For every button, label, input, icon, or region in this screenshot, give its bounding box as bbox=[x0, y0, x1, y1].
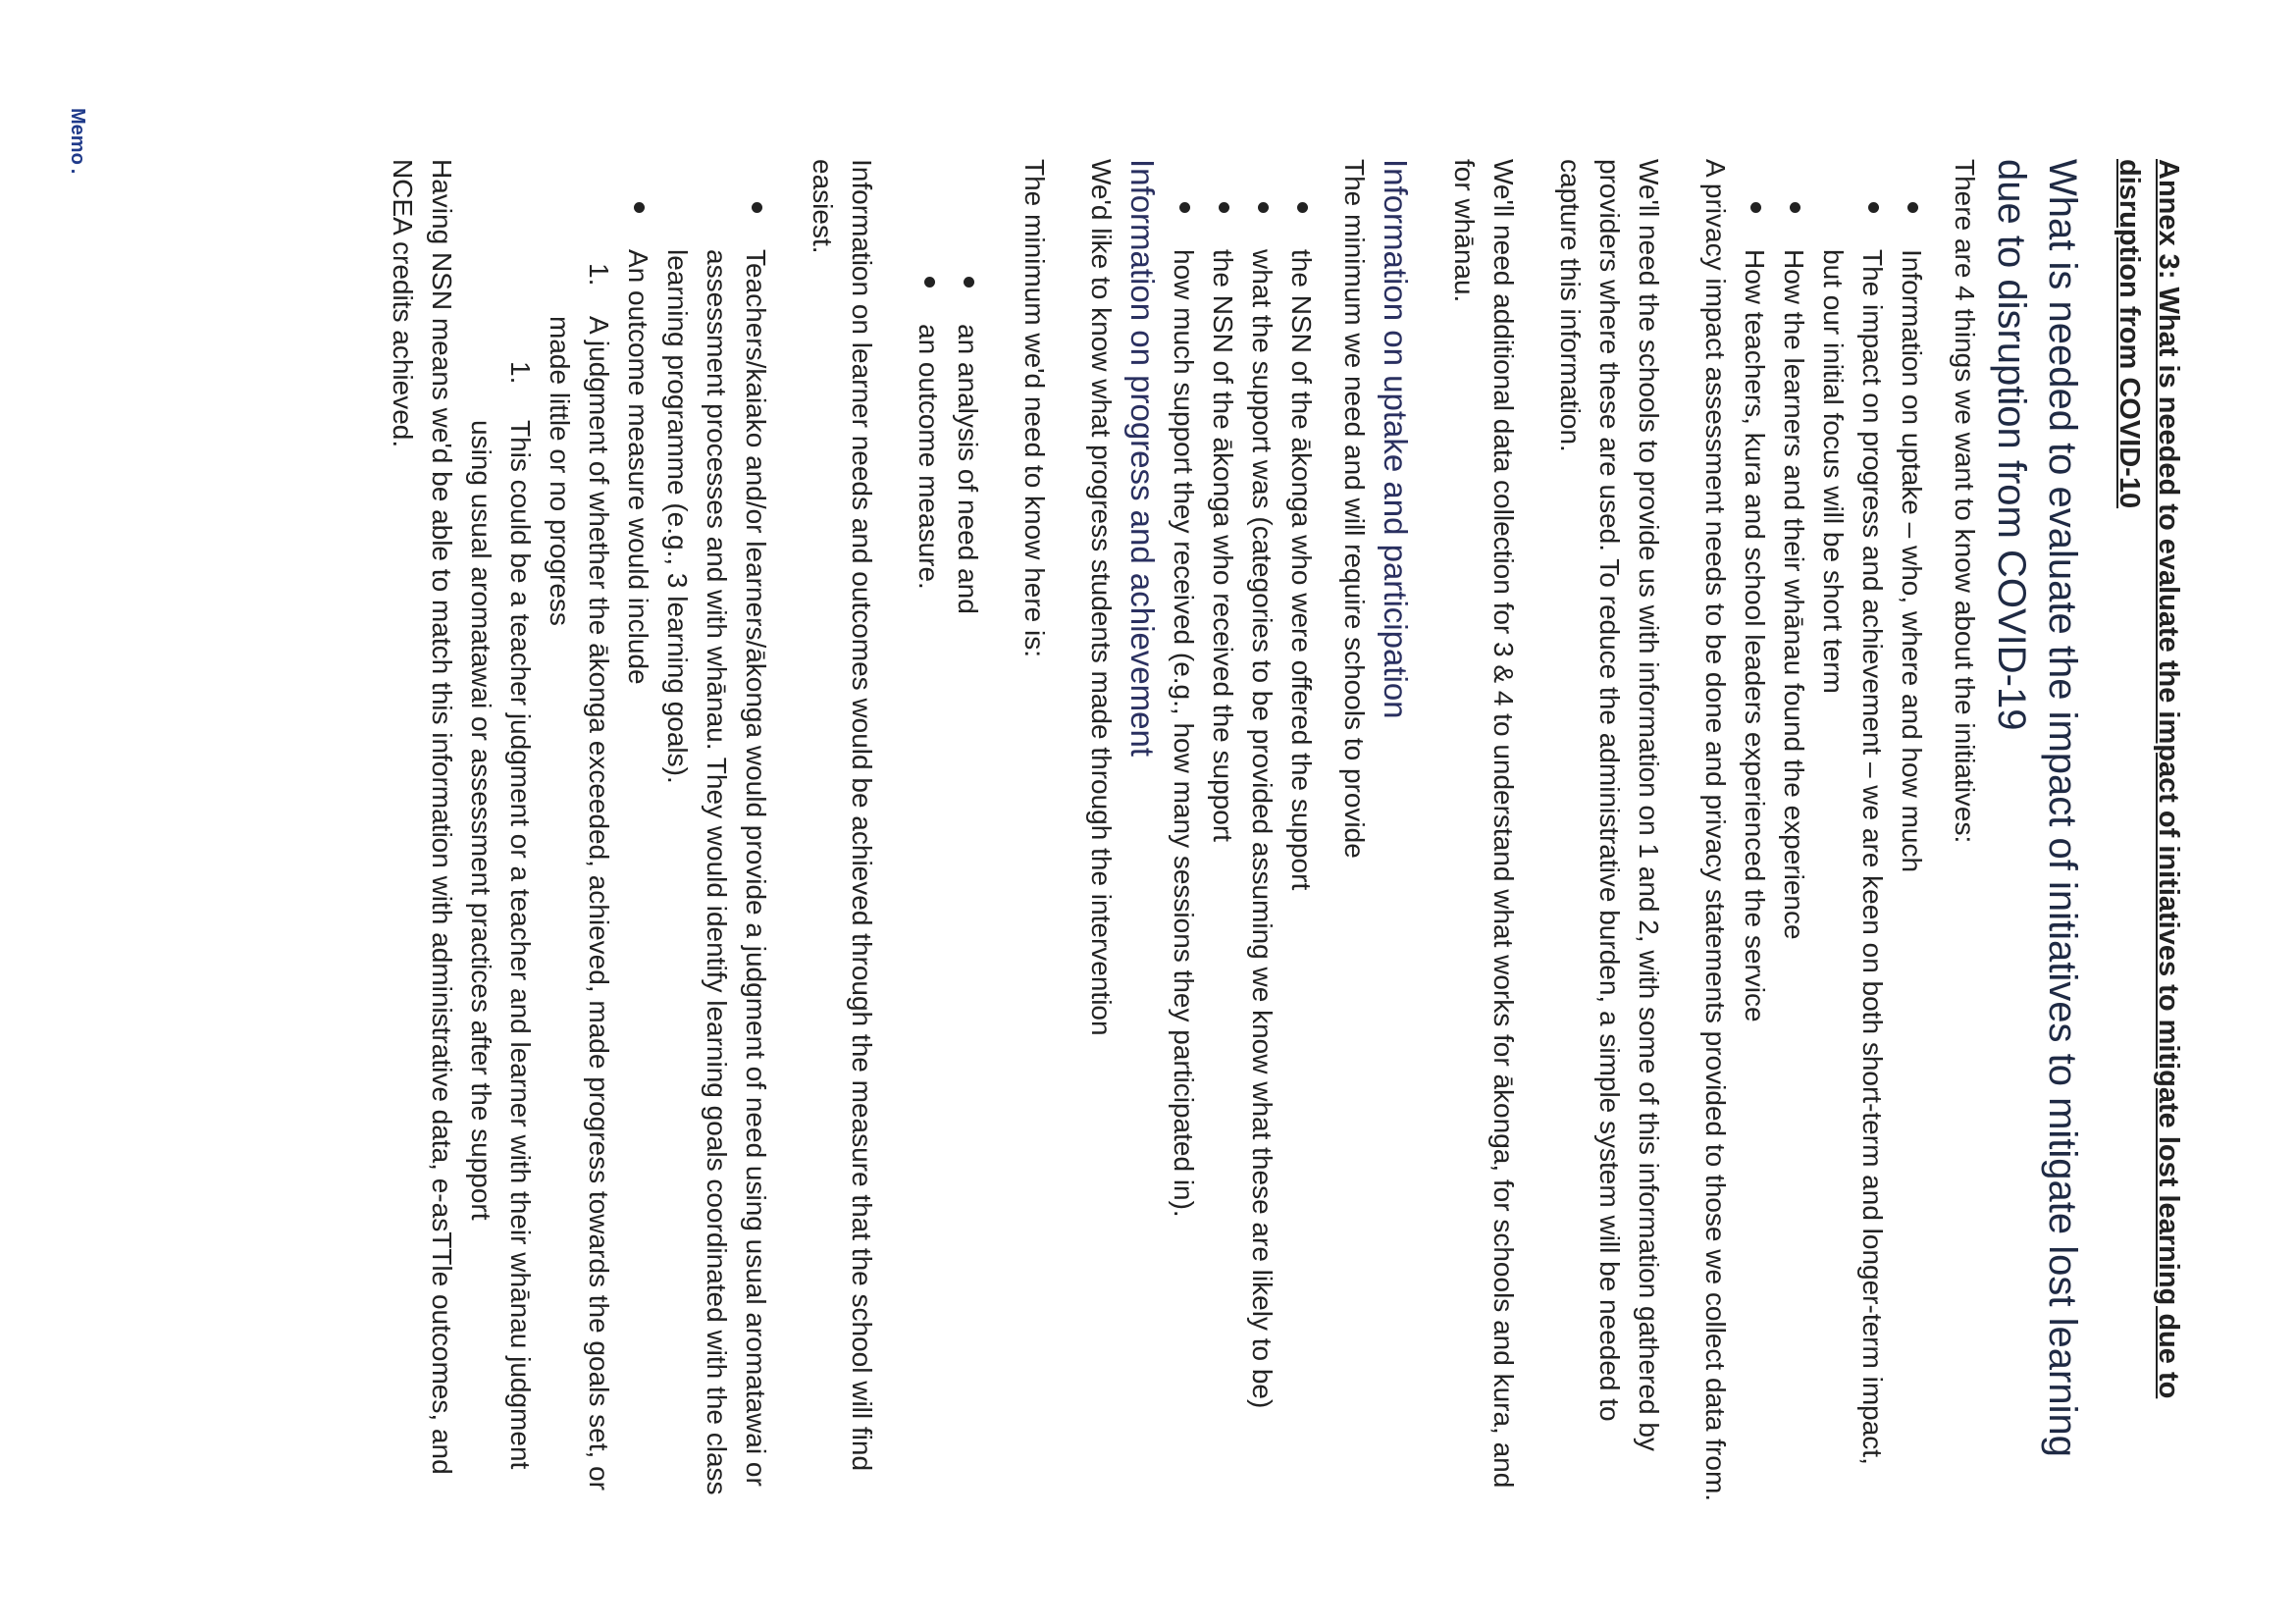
bullet-icon bbox=[634, 202, 645, 213]
memo-label: Memo. bbox=[67, 108, 88, 175]
list-item: an analysis of need and bbox=[948, 263, 987, 1503]
main-heading: What is needed to evaluate the impact of initiatives to mitigate lost learning due to disruption from COVID-19 bbox=[1990, 159, 2084, 1457]
list-item: the NSN of the ākonga who received the support bbox=[1203, 188, 1242, 1503]
uptake-list bbox=[1164, 159, 1321, 1503]
list-item: what the support was (categories to be provided assuming we know what these are likely to be) bbox=[1242, 188, 1281, 1503]
list-item: the NSN of the ākonga who were offered the support bbox=[1281, 188, 1321, 1503]
numbered-item: 1. A judgment of whether the ākonga exceeded, achieved, made progress towards the goals set, or made little or no progress bbox=[540, 159, 618, 1503]
uptake-heading: Information on uptake and participation bbox=[1378, 159, 1414, 719]
list-number: 1. bbox=[505, 361, 536, 385]
additional-data-paragraph: We'll need additional data collection for 3 & 4 to understand what works for ākonga, for schools and kura, and for whānau. bbox=[1449, 159, 1519, 1489]
list-item: An outcome measure would include bbox=[618, 188, 657, 1503]
progress-list bbox=[909, 159, 987, 1503]
numbered-subitem: 1. This could be a teacher judgment or a teacher and learner with their whānau judgment using usual aromatawai or assessment practices after the support bbox=[461, 159, 540, 1503]
progress-minimum: The minimum we'd need to know here is: bbox=[1019, 159, 1050, 658]
schools-info-paragraph: We'll need the schools to provide us with information on 1 and 2, with some of this information gathered by providers where these are used. To reduce the administrative burden, a simple system will be needed to capture this information. bbox=[1555, 159, 1664, 1451]
bullet-icon bbox=[752, 202, 762, 213]
progress-sub-list bbox=[618, 159, 775, 1503]
list-number: 1. bbox=[584, 263, 614, 287]
bullet-icon bbox=[1219, 202, 1229, 213]
list-item: an outcome measure. bbox=[909, 263, 948, 1503]
progress-heading: Information on progress and achievement bbox=[1124, 159, 1161, 758]
things-list bbox=[1735, 159, 1931, 1503]
privacy-paragraph: A privacy impact assessment needs to be done and privacy statements provided to those we collect data from. bbox=[1700, 159, 1731, 1502]
uptake-intro: The minimum we need and will require schools to provide bbox=[1339, 159, 1370, 859]
bullet-icon bbox=[1790, 202, 1800, 213]
list-item: How teachers, kura and school leaders experienced the service bbox=[1735, 188, 1774, 1503]
annex-title: Annex 3: What is needed to evaluate the impact of initiatives to mitigate lost learning due to disruption from COVID-10 bbox=[2113, 159, 2184, 1399]
learner-needs-paragraph: Information on learner needs and outcomes would be achieved through the measure that the school will find easiest. bbox=[808, 159, 877, 1472]
bullet-icon bbox=[924, 277, 935, 288]
bullet-icon bbox=[1750, 202, 1761, 213]
list-item: Information on uptake – who, where and how much bbox=[1892, 188, 1931, 1503]
document-body bbox=[383, 159, 2188, 1503]
closing-paragraph: Having NSN means we'd be able to match this information with administrative data, e-asTTle outcomes, and NCEA credits achieved. bbox=[388, 159, 457, 1475]
bullet-icon bbox=[964, 277, 974, 288]
list-item: how much support they received (e.g., how many sessions they participated in). bbox=[1164, 188, 1203, 1503]
progress-intro: We'd like to know what progress students made through the intervention bbox=[1086, 159, 1117, 1036]
intro-text: There are 4 things we want to know about the initiatives: bbox=[1950, 159, 1980, 844]
list-item: The impact on progress and achievement – we are keen on both short-term and longer-term impact, but our initial focus will be short term bbox=[1813, 188, 1892, 1503]
list-item: How the learners and their whānau found the experience bbox=[1774, 188, 1813, 1503]
bullet-icon bbox=[1297, 202, 1308, 213]
bullet-icon bbox=[1907, 202, 1918, 213]
dot-mark: . bbox=[67, 168, 88, 175]
bullet-icon bbox=[1179, 202, 1190, 213]
list-item: Teachers/kaiako and/or learners/ākonga would provide a judgment of need using usual aromatawai or assessment processes and with whānau. They would identify learning goals coordinated with the class learning programme (e.g., 3 learning goals). bbox=[657, 188, 775, 1503]
bullet-icon bbox=[1258, 202, 1269, 213]
bullet-icon bbox=[1868, 202, 1879, 213]
